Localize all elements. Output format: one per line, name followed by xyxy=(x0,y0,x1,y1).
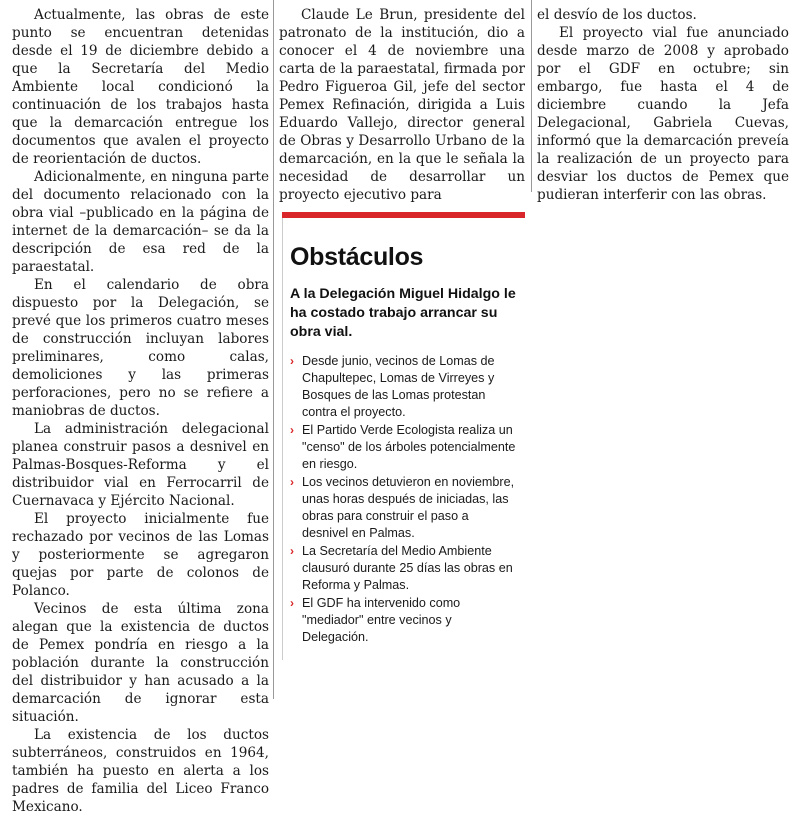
chevron-right-icon: › xyxy=(290,544,294,558)
sidebar-box xyxy=(282,212,525,660)
article-paragraph: Adicionalmente, en ninguna parte del documento relacionado con la obra vial –publicado en la página de internet de la demarcación– se da la descripción de esa red de la paraestatal. xyxy=(12,169,269,275)
article-paragraph: La administración delegacional planea construir pasos a desnivel en Palmas-Bosques-Reforma y el distribuidor vial en Ferrocarril de Cuernavaca y Ejército Nacional. xyxy=(12,421,269,509)
list-item-text: Desde junio, vecinos de Lomas de Chapultepec, Lomas de Virreyes y Bosques de las Lomas protestan contra el proyecto. xyxy=(302,354,495,419)
article-paragraph: El proyecto inicialmente fue rechazado por vecinos de las Lomas y posteriormente se agregaron quejas por parte de colonos de Polanco. xyxy=(12,511,269,599)
article-paragraph: En el calendario de obra dispuesto por la Delegación, se prevé que los primeros cuatro meses de construcción incluyan labores preliminares, como calas, demoliciones y las primeras perforaciones, pero no se refiere a maniobras de ductos. xyxy=(12,277,269,419)
list-item xyxy=(290,543,518,594)
list-item-text: La Secretaría del Medio Ambiente clausuró durante 25 días las obras en Reforma y Palmas. xyxy=(302,544,513,592)
list-item xyxy=(290,422,518,473)
article-column-3 xyxy=(537,6,789,204)
list-item-text: Los vecinos detuvieron en noviembre, unas horas después de iniciadas, las obras para construir el paso a desnivel en Palmas. xyxy=(302,475,515,540)
list-item-text: El Partido Verde Ecologista realiza un "censo" de los árboles potencialmente en riesgo. xyxy=(302,423,516,471)
chevron-right-icon: › xyxy=(290,475,294,489)
column-divider xyxy=(531,0,532,192)
article-column-1 xyxy=(12,6,269,816)
list-item xyxy=(290,474,518,542)
sidebar-accent-bar xyxy=(282,212,525,218)
article-paragraph: el desvío de los ductos. xyxy=(537,7,697,23)
sidebar-rule xyxy=(282,218,283,660)
article-paragraph: El proyecto vial fue anunciado desde marzo de 2008 y aprobado por el GDF en octubre; sin embargo, fue hasta el 4 de diciembre cuando la Jefa Delegacional, Gabriela Cuevas, informó que la demarcación preveía la realización de un proyecto para desviar los ductos de Pemex que pudieran interferir con las obras. xyxy=(537,25,789,203)
list-item-text: El GDF ha intervenido como "mediador" entre vecinos y Delegación. xyxy=(302,596,461,644)
list-item xyxy=(290,353,518,421)
article-paragraph: Vecinos de esta última zona alegan que la existencia de ductos de Pemex pondría en riesgo a la población durante la construcción del distribuidor y han acusado a la demarcación de ignorar esta situación. xyxy=(12,601,269,725)
chevron-right-icon: › xyxy=(290,423,294,437)
article-paragraph: Actualmente, las obras de este punto se encuentran detenidas desde el 19 de diciembre debido a que la Secretaría del Medio Ambiente local condicionó la continuación de los trabajos hasta que la demarcación entregue los documentos que avalen el proyecto de reorientación de ductos. xyxy=(12,7,269,167)
article-column-2 xyxy=(279,6,525,204)
sidebar-deck: A la Delegación Miguel Hidalgo le ha costado trabajo arrancar su obra vial. xyxy=(290,286,516,340)
article-paragraph: La existencia de los ductos subterráneos, construidos en 1964, también ha puesto en alerta a los padres de familia del Liceo Franco Mexicano. xyxy=(12,727,269,815)
chevron-right-icon: › xyxy=(290,596,294,610)
chevron-right-icon: › xyxy=(290,354,294,368)
list-item xyxy=(290,595,518,646)
column-divider xyxy=(273,0,274,699)
article-paragraph: Claude Le Brun, presidente del patronato de la institución, dio a conocer el 4 de noviembre una carta de la paraestatal, firmada por Pedro Figueroa Gil, jefe del sector Pemex Refinación, dirigida a Luis Eduardo Vallejo, director general de Obras y Desarrollo Urbano de la demarcación, en la que le señala la necesidad de desarrollar un proyecto ejecutivo para xyxy=(279,7,525,203)
sidebar-title: Obstáculos xyxy=(290,243,424,271)
sidebar-list xyxy=(290,353,518,647)
